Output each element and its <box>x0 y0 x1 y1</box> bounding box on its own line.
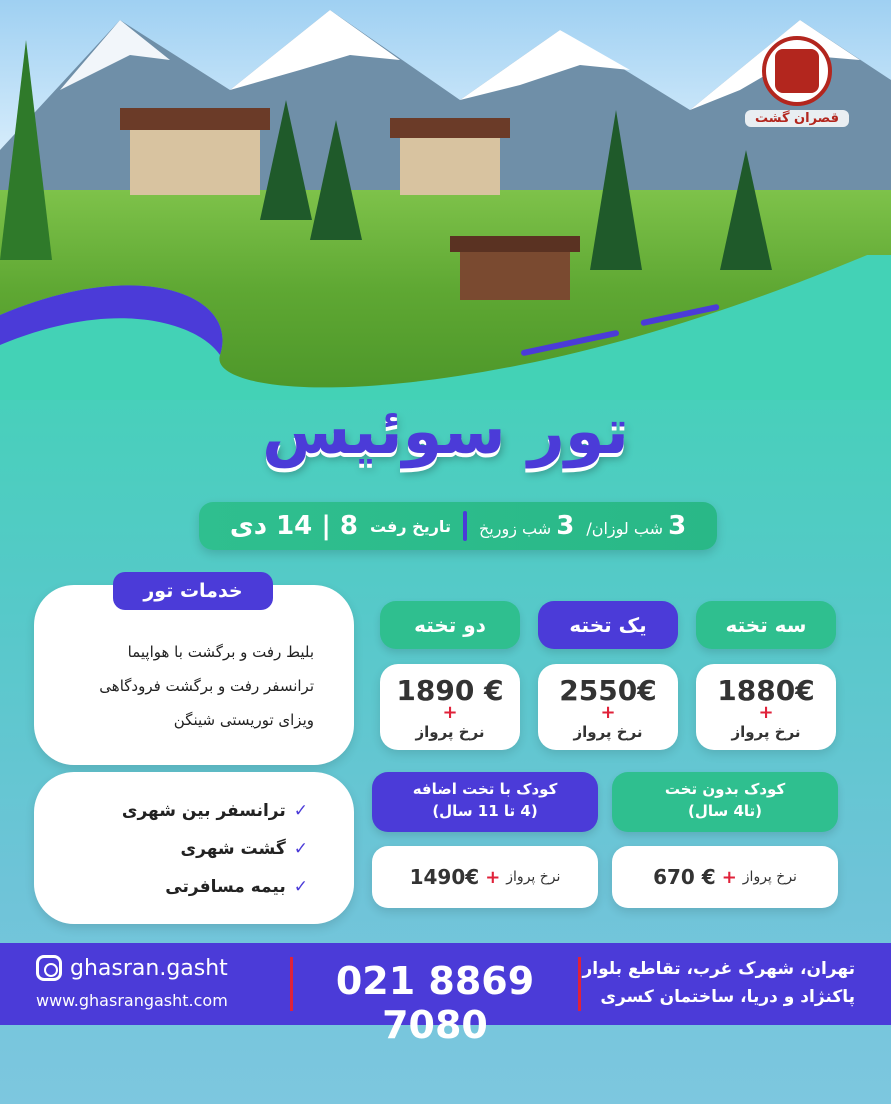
check-icon: ✓ <box>293 801 308 821</box>
flight-rate-label: نرخ پرواز <box>731 723 801 741</box>
child-extra-bed-price <box>372 846 598 908</box>
hero-image <box>0 0 891 400</box>
flight-rate-label: نرخ پرواز <box>506 869 561 885</box>
price-amount: 1880€ <box>717 674 815 707</box>
brand-name: قصران گشت <box>745 110 849 127</box>
price-card-triple <box>696 664 836 750</box>
room-single-tab: یک تخته <box>538 601 678 649</box>
brand-logo <box>762 36 832 106</box>
price-card-single <box>538 664 678 750</box>
website-link[interactable]: www.ghasrangasht.com <box>36 991 228 1010</box>
check-icon: ✓ <box>293 839 308 859</box>
tour-info-bar <box>199 502 717 550</box>
price-amount: 1490€ <box>409 865 480 889</box>
services-title: خدمات تور <box>113 572 273 610</box>
extra-item: ✓گشت شهری <box>180 839 308 859</box>
nights-zurich: 3 شب زوریخ <box>478 511 575 541</box>
flight-rate-label: نرخ پرواز <box>415 723 485 741</box>
extra-item: ✓ترانسفر بین شهری <box>121 801 308 821</box>
page-title: تور سوئیس <box>262 395 629 469</box>
plus-icon: + <box>442 702 458 723</box>
flight-rate-label: نرخ پرواز <box>742 869 797 885</box>
instagram-handle[interactable]: ghasran.gasht <box>36 955 228 981</box>
info-separator <box>463 511 467 541</box>
price-amount: 670 € <box>653 865 716 889</box>
room-double-tab: دو تخته <box>380 601 520 649</box>
services-box <box>34 585 354 765</box>
hero-wave <box>0 255 891 400</box>
footer-bar <box>0 943 891 1047</box>
departure-label: تاریخ رفت <box>369 516 451 536</box>
departure-date: 8 | 14 دی <box>229 511 358 541</box>
plus-icon: + <box>485 866 501 888</box>
extras-box <box>34 772 354 924</box>
flight-rate-label: نرخ پرواز <box>573 723 643 741</box>
child-no-bed-price <box>612 846 838 908</box>
plus-icon: + <box>721 866 737 888</box>
footer-separator <box>290 957 293 1011</box>
price-card-double <box>380 664 520 750</box>
price-amount: 1890 € <box>396 674 504 707</box>
child-extra-bed-tab: کودک با تخت اضافه (4 تا 11 سال) <box>372 772 598 832</box>
child-no-bed-tab: کودک بدون تخت (تا4 سال) <box>612 772 838 832</box>
check-icon: ✓ <box>293 877 308 897</box>
extra-item: ✓بیمه مسافرتی <box>165 877 308 897</box>
price-amount: 2550€ <box>559 674 657 707</box>
service-item: بلیط رفت و برگشت با هواپیما <box>127 643 314 661</box>
footer-separator <box>578 957 581 1011</box>
service-item: ویزای توریستی شینگن <box>173 711 314 729</box>
instagram-icon <box>36 955 62 981</box>
room-triple-tab: سه تخته <box>696 601 836 649</box>
nights-lausanne: 3 شب لوزان/ <box>586 511 687 541</box>
plus-icon: + <box>600 702 616 723</box>
phone-number[interactable]: 021 8869 7080 <box>335 959 535 1047</box>
address: تهران، شهرک غرب، تقاطع بلوار پاکنژاد و دریا، ساختمان کسری <box>582 959 855 1007</box>
plus-icon: + <box>758 702 774 723</box>
service-item: ترانسفر رفت و برگشت فرودگاهی <box>99 677 314 695</box>
